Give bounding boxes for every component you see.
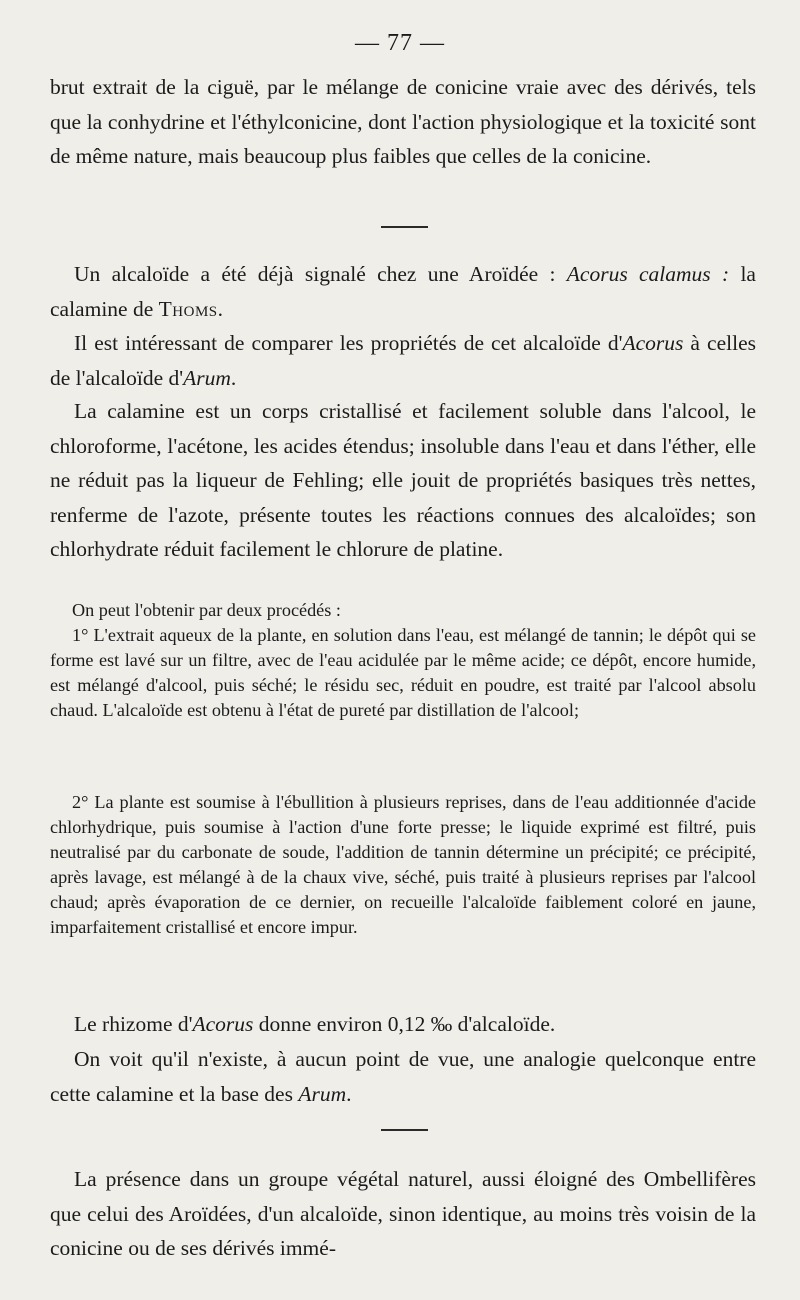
paragraph-procede-1: 1° L'extrait aqueux de la plante, en solution dans l'eau, est mélangé de tannin; le dépôt qui se forme est lavé sur un filtre, avec de l'eau acidulée par le même acide; ce dépôt, encore humide, est mélangé d'alcool, puis séché; le résidu sec, réduit en poudre, est traité par l'alcool absolu chaud. L'alcaloïde est obtenu à l'état de pureté par distillation de l'alcool; — [50, 625, 756, 721]
section-divider — [381, 226, 428, 228]
paragraph-compare: Il est intéressant de comparer les propriétés de cet alcaloïde d'Acorus à celles de l'alcaloïde d'Arum. — [50, 331, 756, 390]
paragraph-rhizome: Le rhizome d'Acorus donne environ 0,12 ‰ d'alcaloïde. — [74, 1012, 556, 1036]
paragraph-continuation: brut extrait de la ciguë, par le mélange de conicine vraie avec des dérivés, tels que la conhydrine et l'éthylconicine, dont l'action physiologique et la toxicité sont de même nature, mais beaucoup plus faibles que celles de la conicine. — [50, 75, 756, 169]
section-divider-2 — [381, 1129, 428, 1131]
paragraph-presence: La présence dans un groupe végétal naturel, aussi éloigné des Ombellifères que celui des Aroïdées, d'un alcaloïde, sinon identique, au moins très voisin de la conicine ou de ses dérivés immé- — [50, 1167, 756, 1261]
species-name: Acorus calamus : — [566, 262, 730, 286]
page-number: — 77 — — [355, 30, 445, 56]
paragraph-calamus: Un alcaloïde a été déjà signalé chez une Aroïdée : Acorus calamus : la calamine de Thoms. — [50, 262, 756, 321]
paragraph-analogie: On voit qu'il n'existe, à aucun point de vue, une analogie quelconque entre cette calamine et la base des Arum. — [50, 1047, 756, 1106]
paragraph-procedes-intro: On peut l'obtenir par deux procédés : — [72, 600, 341, 620]
paragraph-calamine: La calamine est un corps cristallisé et facilement soluble dans l'alcool, le chloroforme, l'acétone, les acides étendus; insoluble dans l'eau et dans l'éther, elle ne réduit pas la liqueur de Fehling; elle jouit de propriétés basiques très nettes, renferme de l'azote, présente toutes les réactions connues des alcaloïdes; son chlorhydrate réduit facilement le chlorure de platine. — [50, 399, 756, 562]
paragraph-procede-2: 2° La plante est soumise à l'ébullition à plusieurs reprises, dans de l'eau additionnée d'acide chlorhydrique, puis soumise à l'action d'une forte presse; le liquide exprimé est filtré, puis neutralisé par du carbonate de soude, l'addition de tannin détermine un précipité; ce précipité, après lavage, est mélangé à de la chaux vive, séché, puis traité à plusieurs reprises par l'alcool chaud; après évaporation de ce dernier, on recueille l'alcaloïde faiblement coloré en jaune, imparfaitement cristallisé et encore impur. — [50, 792, 756, 938]
author-name: Thoms — [158, 296, 218, 321]
